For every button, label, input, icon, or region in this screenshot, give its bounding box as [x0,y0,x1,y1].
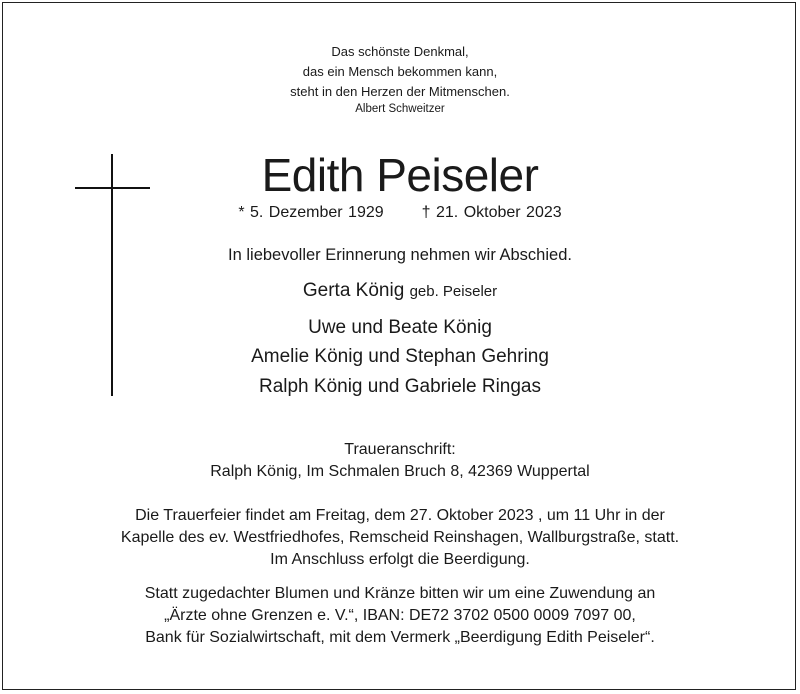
family-line: Uwe und Beate König [308,317,492,338]
address-label: Traueranschrift: [344,441,456,458]
deceased-name: Edith Peiseler [261,149,539,201]
birth-date: * 5. Dezember 1929 [238,204,384,221]
quote-line: Das schönste Denkmal, [331,44,469,59]
quote-author: Albert Schweitzer [355,103,445,115]
donation-line: „Ärzte ohne Grenzen e. V.“, IBAN: DE72 3702 0500 0009 7097 00, [164,607,636,624]
family-line: Ralph König und Gabriele Ringas [258,376,541,397]
family-line [0,280,800,302]
family-name: Gerta König [302,280,405,301]
quote-line: steht in den Herzen der Mitmenschen. [290,84,510,99]
ceremony-line: Im Anschluss erfolgt die Beerdigung. [270,551,530,568]
death-date: † 21. Oktober 2023 [421,204,562,221]
address-value: Ralph König, Im Schmalen Bruch 8, 42369 Wuppertal [210,463,590,480]
quote [0,42,800,102]
donation-info [0,583,800,649]
ceremony-info [0,505,800,571]
ceremony-line: Die Trauerfeier findet am Freitag, dem 27. Oktober 2023 , um 11 Uhr in der [135,507,665,524]
quote-line: das ein Mensch bekommen kann, [302,64,498,79]
donation-line: Statt zugedachter Blumen und Kränze bitten wir um eine Zuwendung an [144,585,656,602]
life-dates [0,204,800,222]
mourning-address [0,439,800,483]
family-lines [0,313,800,371]
family-line: Amelie König und Stephan Gehring [251,346,549,367]
farewell-text: In liebevoller Erinnerung nehmen wir Abschied. [228,246,572,264]
donation-line: Bank für Sozialwirtschaft, mit dem Vermerk „Beerdigung Edith Peiseler“. [145,629,655,646]
family-name-suffix: geb. Peiseler [409,283,498,300]
ceremony-line: Kapelle des ev. Westfriedhofes, Remscheid Reinshagen, Wallburgstraße, statt. [120,529,680,546]
